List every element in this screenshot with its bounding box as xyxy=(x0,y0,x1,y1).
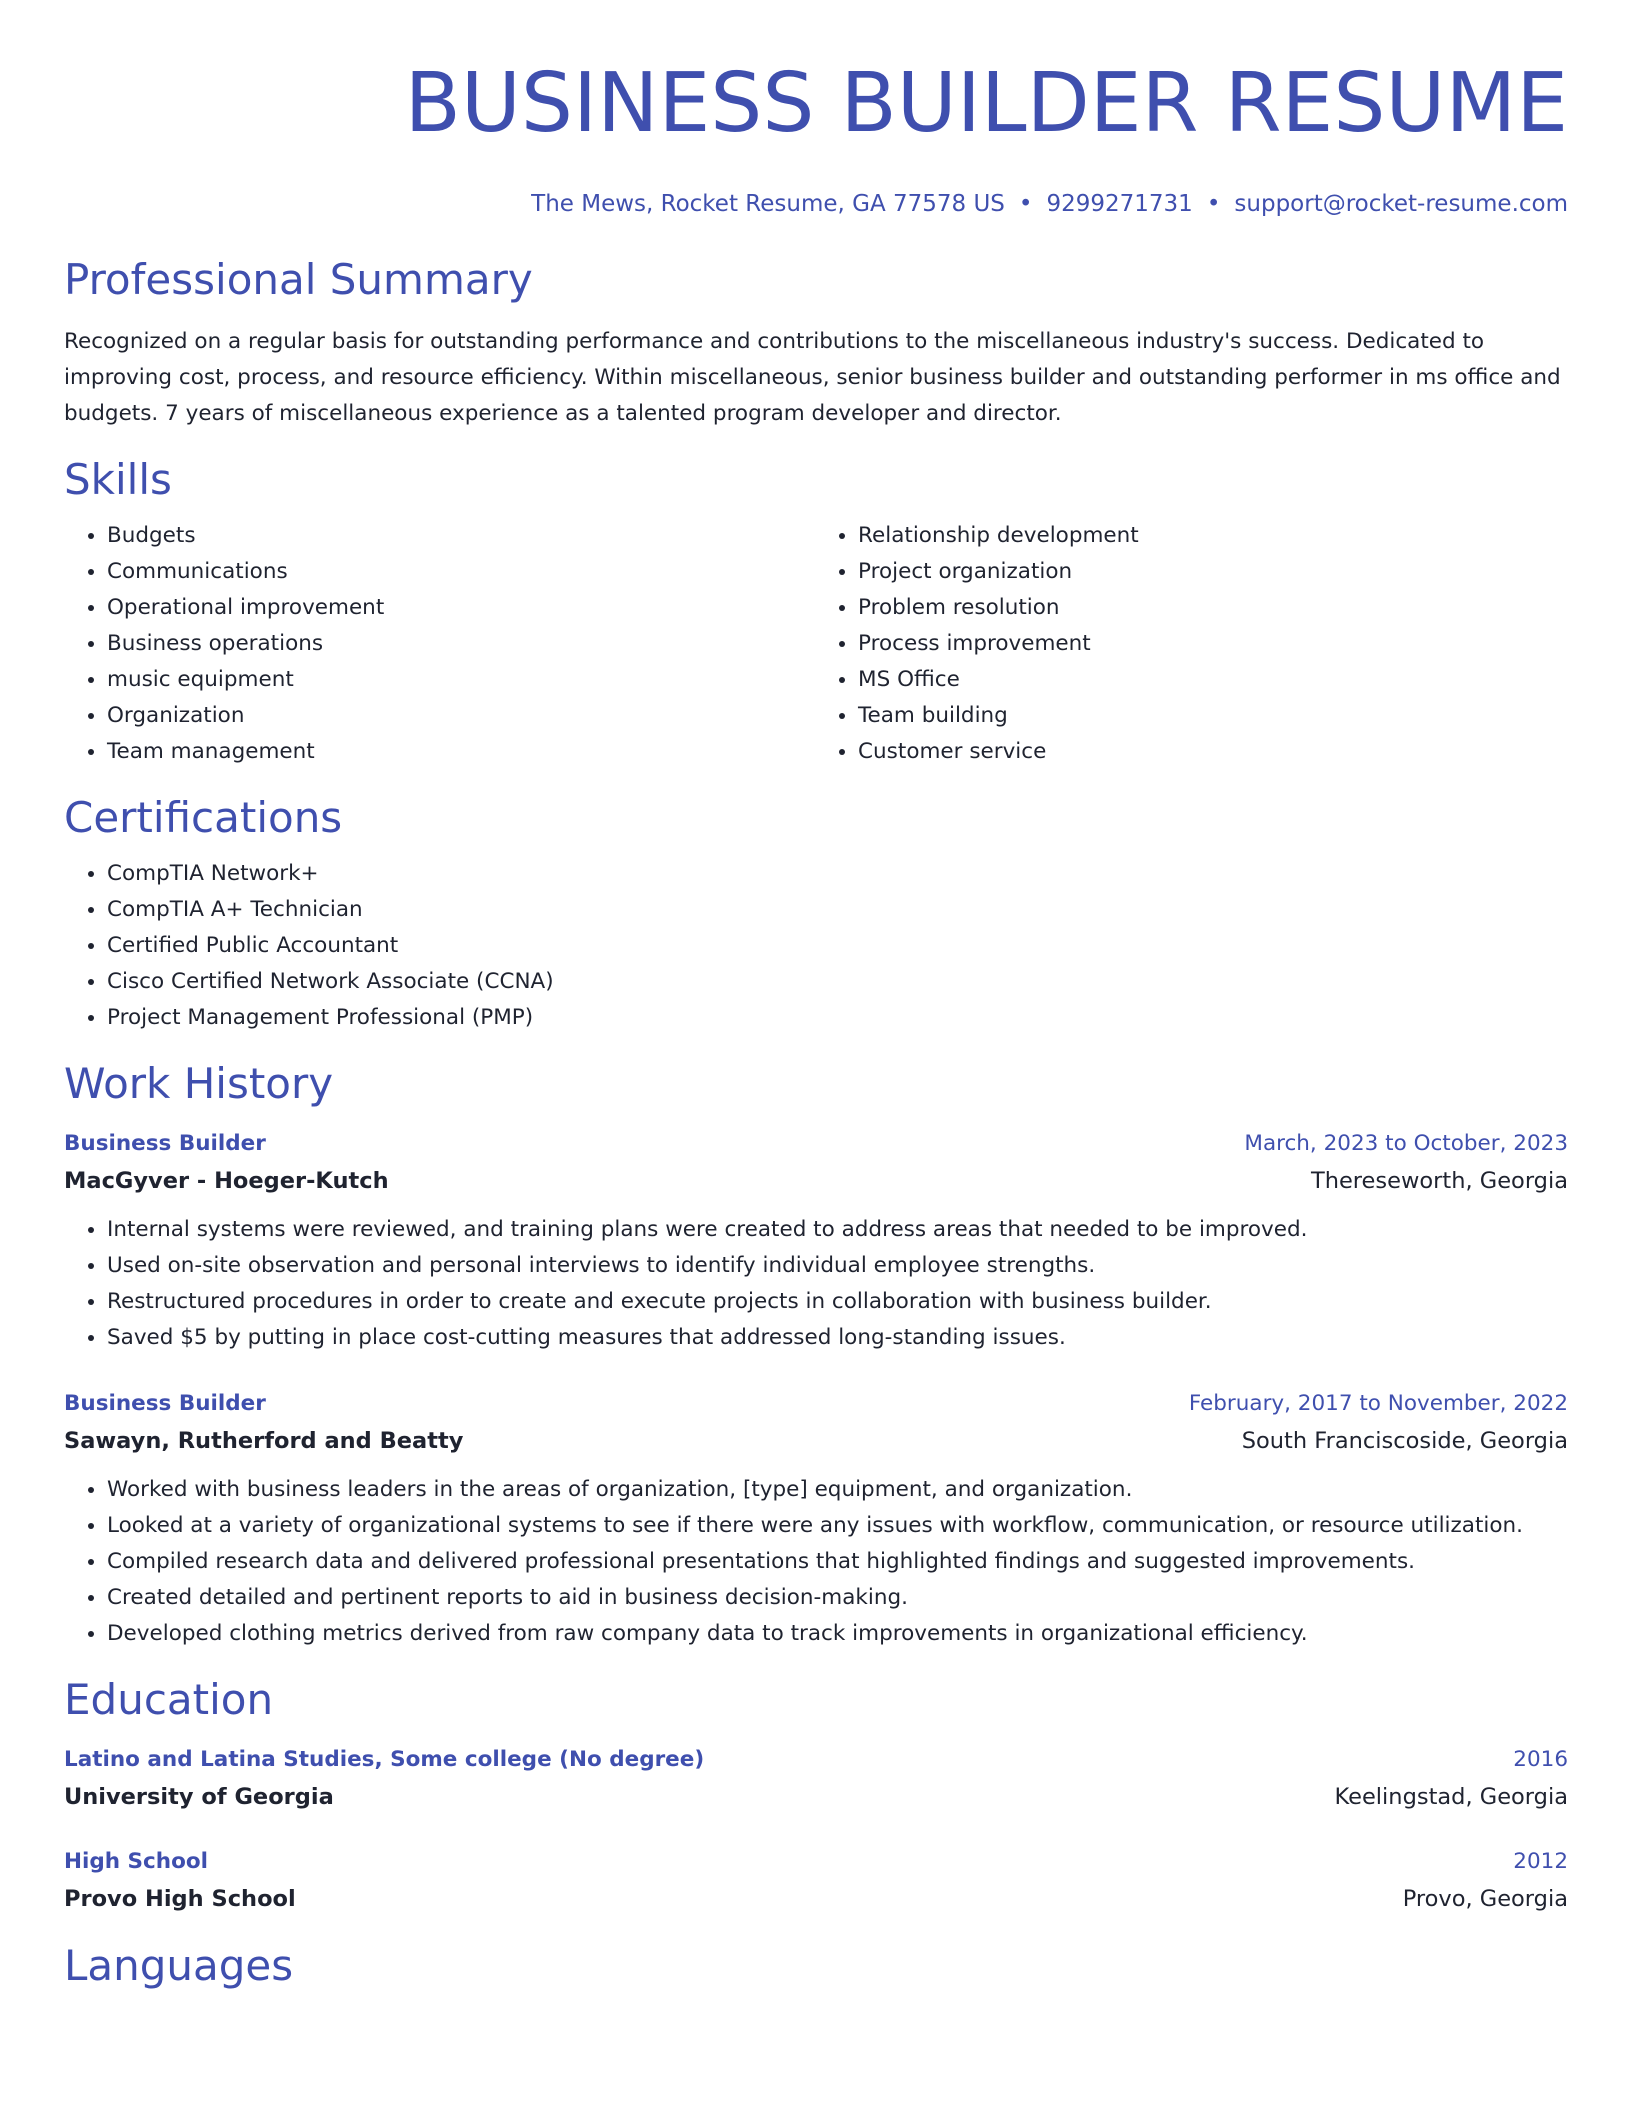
job-company: Sawayn, Rutherford and Beatty xyxy=(64,1428,464,1454)
skills-heading: Skills xyxy=(64,455,172,504)
skill-item: • Customer service xyxy=(858,734,1568,770)
education-entry xyxy=(64,1742,1568,1816)
job-company-row xyxy=(64,1162,1568,1200)
education-school: Provo High School xyxy=(64,1886,296,1912)
languages-section xyxy=(64,1940,1568,1992)
summary-heading: Professional Summary xyxy=(64,255,533,304)
contact-separator: • xyxy=(1206,191,1221,217)
education-school-row xyxy=(64,1880,1568,1918)
education-degree-row xyxy=(64,1844,1568,1880)
languages-heading: Languages xyxy=(64,1941,294,1990)
contact-address: The Mews, Rocket Resume, GA 77578 US xyxy=(531,191,1005,217)
skill-item: • Problem resolution xyxy=(858,590,1568,626)
job-title-row xyxy=(64,1386,1568,1422)
skill-item: • Relationship development xyxy=(858,518,1568,554)
job-bullet: • Developed clothing metrics derived from raw company data to track improvements in organizational efficiency. xyxy=(107,1616,1568,1652)
education-degree: Latino and Latina Studies, Some college (No degree) xyxy=(64,1747,705,1772)
education-location: Provo, Georgia xyxy=(1402,1886,1568,1912)
job-dates: February, 2017 to November, 2022 xyxy=(1188,1391,1568,1416)
job-bullet: • Internal systems were reviewed, and training plans were created to address areas that needed to be improved. xyxy=(107,1212,1568,1248)
skill-item: • Project organization xyxy=(858,554,1568,590)
education-year: 2016 xyxy=(1513,1747,1568,1772)
job-company: MacGyver - Hoeger-Kutch xyxy=(64,1168,389,1194)
work-history-section xyxy=(64,1058,1568,1652)
certification-item: • Project Management Professional (PMP) xyxy=(107,1000,1568,1036)
job-entry xyxy=(64,1126,1568,1356)
skill-item: • Operational improvement xyxy=(107,590,815,626)
job-title: Business Builder xyxy=(64,1391,266,1416)
skills-section xyxy=(64,454,1568,770)
skill-item: • Business operations xyxy=(107,626,815,662)
skill-item: • music equipment xyxy=(107,662,815,698)
contact-separator: • xyxy=(1018,191,1033,217)
skill-item: • Budgets xyxy=(107,518,815,554)
resume-header xyxy=(64,56,1568,218)
certifications-list xyxy=(64,856,1568,1036)
job-bullet: • Used on-site observation and personal interviews to identify individual employee strengths. xyxy=(107,1248,1568,1284)
education-degree: High School xyxy=(64,1849,208,1874)
job-company-row xyxy=(64,1422,1568,1460)
education-school: University of Georgia xyxy=(64,1784,334,1810)
certifications-section xyxy=(64,792,1568,1036)
job-bullet: • Looked at a variety of organizational systems to see if there were any issues with workflow, communication, or resource utilization. xyxy=(107,1508,1568,1544)
job-bullets xyxy=(64,1472,1568,1652)
certification-item: • CompTIA A+ Technician xyxy=(107,892,1568,928)
job-title: Business Builder xyxy=(64,1131,266,1156)
education-school-row xyxy=(64,1778,1568,1816)
job-bullet: • Worked with business leaders in the areas of organization, [type] equipment, and organization. xyxy=(107,1472,1568,1508)
job-title-row xyxy=(64,1126,1568,1162)
skill-item: • MS Office xyxy=(858,662,1568,698)
skill-item: • Communications xyxy=(107,554,815,590)
education-year: 2012 xyxy=(1513,1849,1568,1874)
job-bullet: • Created detailed and pertinent reports to aid in business decision-making. xyxy=(107,1580,1568,1616)
job-location: Thereseworth, Georgia xyxy=(1310,1168,1568,1194)
contact-email: support@rocket-resume.com xyxy=(1234,191,1568,217)
education-section xyxy=(64,1674,1568,1918)
education-degree-row xyxy=(64,1742,1568,1778)
job-dates: March, 2023 to October, 2023 xyxy=(1244,1131,1568,1156)
education-heading: Education xyxy=(64,1675,274,1724)
summary-text: Recognized on a regular basis for outstanding performance and contributions to the miscellaneous industry's success. Dedicated to improving cost, process, and resource efficiency. Within miscellaneous, senior business builder and outstanding performer in ms office and budgets. 7 years of miscellaneous experience as a talented program developer and director. xyxy=(64,329,1561,426)
skill-item: • Process improvement xyxy=(858,626,1568,662)
certification-item: • Certified Public Accountant xyxy=(107,928,1568,964)
job-bullet: • Compiled research data and delivered professional presentations that highlighted findings and suggested improvements. xyxy=(107,1544,1568,1580)
job-entry xyxy=(64,1386,1568,1652)
summary-section xyxy=(64,254,1568,432)
skill-item: • Team building xyxy=(858,698,1568,734)
skills-list-left xyxy=(64,518,815,770)
education-entry xyxy=(64,1844,1568,1918)
resume-name: BUSINESS BUILDER RESUME xyxy=(404,56,1568,151)
education-location: Keelingstad, Georgia xyxy=(1334,1784,1568,1810)
job-location: South Franciscoside, Georgia xyxy=(1241,1428,1568,1454)
certification-item: • CompTIA Network+ xyxy=(107,856,1568,892)
skill-item: • Team management xyxy=(107,734,815,770)
contact-phone: 9299271731 xyxy=(1046,191,1193,217)
certification-item: • Cisco Certified Network Associate (CCNA) xyxy=(107,964,1568,1000)
contact-line xyxy=(64,190,1568,218)
skill-item: • Organization xyxy=(107,698,815,734)
job-bullets xyxy=(64,1212,1568,1356)
certifications-heading: Certifications xyxy=(64,793,343,842)
job-bullet: • Restructured procedures in order to create and execute projects in collaboration with business builder. xyxy=(107,1284,1568,1320)
job-bullet: • Saved $5 by putting in place cost-cutting measures that addressed long-standing issues. xyxy=(107,1320,1568,1356)
skills-list-right xyxy=(815,518,1568,770)
skills-columns xyxy=(64,506,1568,770)
work-history-heading: Work History xyxy=(64,1059,334,1108)
